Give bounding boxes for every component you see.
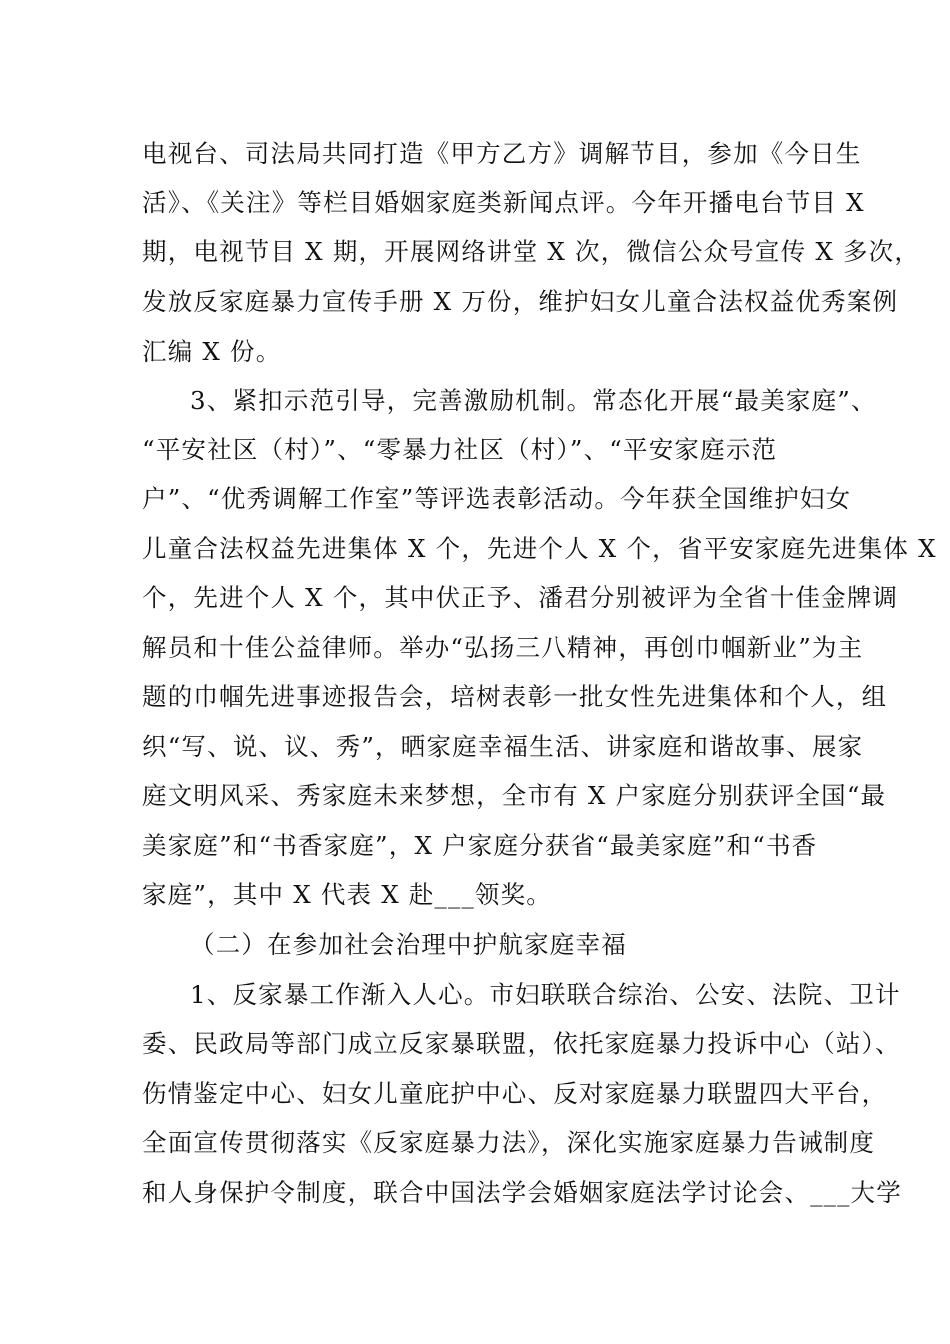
text-line: 户”、“优秀调解工作室”等评选表彰活动。今年获全国维护妇女 [142,484,852,513]
text-line: 汇编 X 份。 [142,337,282,366]
text-line: 电视台、司法局共同打造《甲方乙方》调解节目，参加《今日生 [142,139,862,168]
text-line: 期，电视节目 X 期，开展网络讲堂 X 次，微信公众号宣传 X 多次， [142,237,921,266]
text-line: 伤情鉴定中心、妇女儿童庇护中心、反对家庭暴力联盟四大平台， [142,1079,888,1108]
text-line: 织“写、说、议、秀”，晒家庭幸福生活、讲家庭和谐故事、展家 [142,732,864,761]
text-line: 发放反家庭暴力宣传手册 X 万份，维护妇女儿童合法权益优秀案例 [142,287,899,316]
text-line: 和人身保护令制度，联合中国法学会婚姻家庭法学讨论会、___大学 [142,1178,902,1207]
text-line: 活》、《关注》等栏目婚姻家庭类新闻点评。今年开播电台节目 X [142,188,865,217]
text-line: 儿童合法权益先进集体 X 个，先进个人 X 个，省平安家庭先进集体 X [142,534,937,563]
paragraph-start-line: 1、反家暴工作渐入人心。市妇联联合综治、公安、法院、卫计 [190,980,901,1009]
text-line: 个，先进个人 X 个，其中伏正予、潘君分别被评为全省十佳金牌调 [142,583,899,612]
text-line: 全面宣传贯彻落实《反家庭暴力法》，深化实施家庭暴力告诫制度 [142,1128,876,1157]
text-line: 题的巾帼先进事迹报告会，培树表彰一批女性先进集体和个人，组 [142,682,888,711]
text-line: 美家庭”和“书香家庭”，X 户家庭分获省“最美家庭”和“书香 [142,831,818,860]
text-line: 家庭”，其中 X 代表 X 赴___领奖。 [142,880,553,909]
text-line: “平安社区（村）”、“零暴力社区（村）”、“平安家庭示范 [142,435,778,464]
text-line: 解员和十佳公益律师。举办“弘扬三八精神，再创巾帼新业”为主 [142,633,864,662]
text-line: 庭文明风采、秀家庭未来梦想，全市有 X 户家庭分别获评全国“最 [142,781,887,810]
text-line: 委、民政局等部门成立反家暴联盟，依托家庭暴力投诉中心（站）、 [142,1029,901,1058]
section-heading: （二）在参加社会治理中护航家庭幸福 [190,930,627,959]
paragraph-start-line: 3、紧扣示范引导，完善激励机制。常态化开展“最美家庭”、 [190,386,877,415]
